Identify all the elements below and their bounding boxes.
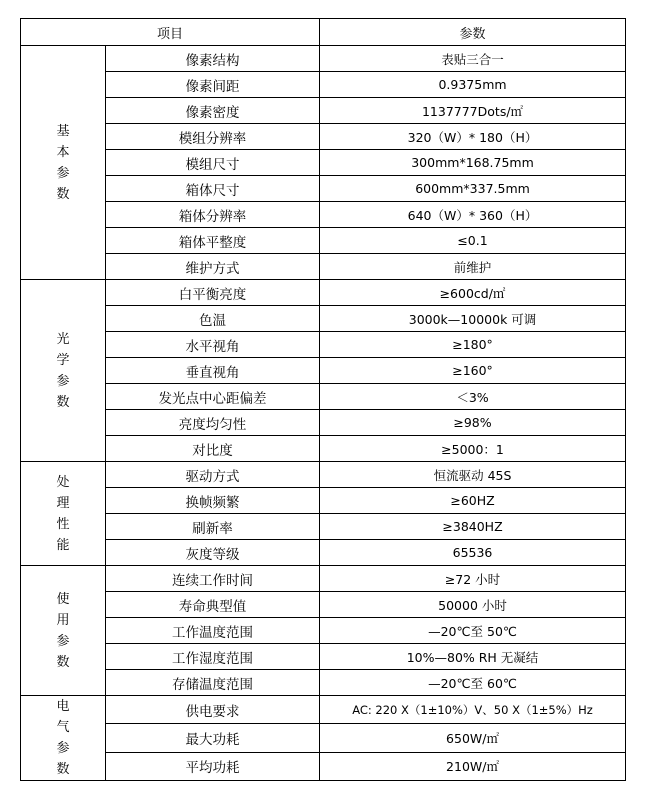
table-row	[21, 46, 626, 72]
param-value: 210W/㎡	[320, 752, 626, 780]
param-value: 前维护	[320, 254, 626, 280]
param-name: 连续工作时间	[106, 566, 320, 592]
table-row	[21, 752, 626, 780]
param-name: 最大功耗	[106, 724, 320, 752]
param-value: 1137777Dots/㎡	[320, 98, 626, 124]
table-row	[21, 724, 626, 752]
param-name: 维护方式	[106, 254, 320, 280]
group-label-char: 本	[56, 144, 70, 160]
param-value: 表贴三合一	[320, 46, 626, 72]
param-name: 箱体平整度	[106, 228, 320, 254]
group-label-char: 数	[56, 186, 70, 202]
group-label-char: 处	[56, 474, 70, 490]
param-value: 50000 小时	[320, 592, 626, 618]
table-header	[21, 19, 626, 46]
group-label	[21, 696, 106, 781]
table-row	[21, 410, 626, 436]
param-value: ≥98%	[320, 410, 626, 436]
group-label	[21, 462, 106, 566]
param-value: 0.9375mm	[320, 72, 626, 98]
table-row	[21, 332, 626, 358]
param-name: 亮度均匀性	[106, 410, 320, 436]
param-name: 水平视角	[106, 332, 320, 358]
group-label-char: 参	[56, 165, 70, 181]
param-name: 工作湿度范围	[106, 644, 320, 670]
table-row	[21, 618, 626, 644]
table-row	[21, 436, 626, 462]
group-label-char: 使	[56, 591, 70, 607]
table-row	[21, 98, 626, 124]
table-row	[21, 202, 626, 228]
table-row	[21, 358, 626, 384]
param-value: —20℃至 50℃	[320, 618, 626, 644]
table-row	[21, 514, 626, 540]
table-row	[21, 696, 626, 724]
param-value: 10%—80% RH 无凝结	[320, 644, 626, 670]
param-name: 寿命典型值	[106, 592, 320, 618]
param-value: ≥60HZ	[320, 488, 626, 514]
param-value: 3000k—10000k 可调	[320, 306, 626, 332]
param-value: ≥72 小时	[320, 566, 626, 592]
table-row	[21, 670, 626, 696]
param-name: 箱体尺寸	[106, 176, 320, 202]
group-label-char: 理	[56, 495, 70, 511]
group-label-char: 参	[56, 633, 70, 649]
table-row	[21, 592, 626, 618]
param-name: 模组分辨率	[106, 124, 320, 150]
table-row	[21, 124, 626, 150]
param-value: 320（W）* 180（H）	[320, 124, 626, 150]
table-row	[21, 72, 626, 98]
table-row	[21, 462, 626, 488]
param-value: 65536	[320, 540, 626, 566]
param-name: 存储温度范围	[106, 670, 320, 696]
table-row	[21, 176, 626, 202]
param-value: ≥3840HZ	[320, 514, 626, 540]
param-name: 对比度	[106, 436, 320, 462]
header-param: 参数	[320, 19, 626, 46]
param-name: 色温	[106, 306, 320, 332]
param-name: 换帧频繁	[106, 488, 320, 514]
table-row	[21, 644, 626, 670]
group-label-char: 数	[56, 394, 70, 410]
group-label-char: 学	[56, 352, 70, 368]
group-label-char: 性	[56, 516, 70, 532]
param-name: 垂直视角	[106, 358, 320, 384]
group-label-char: 数	[56, 762, 70, 777]
param-value: ≥160°	[320, 358, 626, 384]
table-row	[21, 306, 626, 332]
group-label-char: 光	[56, 331, 70, 347]
param-value: AC: 220 X（1±10%）V、50 X（1±5%）Hz	[320, 696, 626, 724]
param-value: ≤0.1	[320, 228, 626, 254]
table-row	[21, 488, 626, 514]
param-name: 像素间距	[106, 72, 320, 98]
table-row	[21, 384, 626, 410]
param-value: ≥600cd/㎡	[320, 280, 626, 306]
group-label-char: 数	[56, 654, 70, 670]
param-value: 恒流驱动 45S	[320, 462, 626, 488]
param-value: ≥5000：1	[320, 436, 626, 462]
param-name: 像素密度	[106, 98, 320, 124]
header-row	[21, 19, 626, 46]
param-name: 模组尺寸	[106, 150, 320, 176]
param-name: 灰度等级	[106, 540, 320, 566]
group-label-char: 用	[56, 612, 70, 628]
table-body	[21, 46, 626, 781]
group-label-char: 参	[56, 741, 70, 756]
table-row	[21, 280, 626, 306]
table-row	[21, 540, 626, 566]
param-name: 平均功耗	[106, 752, 320, 780]
param-name: 发光点中心距偏差	[106, 384, 320, 410]
param-value: 300mm*168.75mm	[320, 150, 626, 176]
param-name: 箱体分辨率	[106, 202, 320, 228]
param-value: ≥180°	[320, 332, 626, 358]
param-name: 驱动方式	[106, 462, 320, 488]
group-label-char: 参	[56, 373, 70, 389]
group-label-char: 基	[56, 123, 70, 139]
param-value: 650W/㎡	[320, 724, 626, 752]
group-label-char: 电	[56, 699, 70, 714]
header-item: 项目	[21, 19, 320, 46]
param-name: 工作温度范围	[106, 618, 320, 644]
table-row	[21, 566, 626, 592]
param-name: 刷新率	[106, 514, 320, 540]
param-value: 600mm*337.5mm	[320, 176, 626, 202]
group-label-char: 能	[56, 537, 70, 553]
group-label-char: 气	[56, 720, 70, 735]
group-label	[21, 280, 106, 462]
param-value: ＜3%	[320, 384, 626, 410]
param-value: 640（W）* 360（H）	[320, 202, 626, 228]
param-name: 供电要求	[106, 696, 320, 724]
spec-table	[20, 18, 626, 781]
table-row	[21, 254, 626, 280]
group-label	[21, 46, 106, 280]
group-label	[21, 566, 106, 696]
param-name: 像素结构	[106, 46, 320, 72]
table-row	[21, 228, 626, 254]
table-row	[21, 150, 626, 176]
param-value: —20℃至 60℃	[320, 670, 626, 696]
param-name: 白平衡亮度	[106, 280, 320, 306]
